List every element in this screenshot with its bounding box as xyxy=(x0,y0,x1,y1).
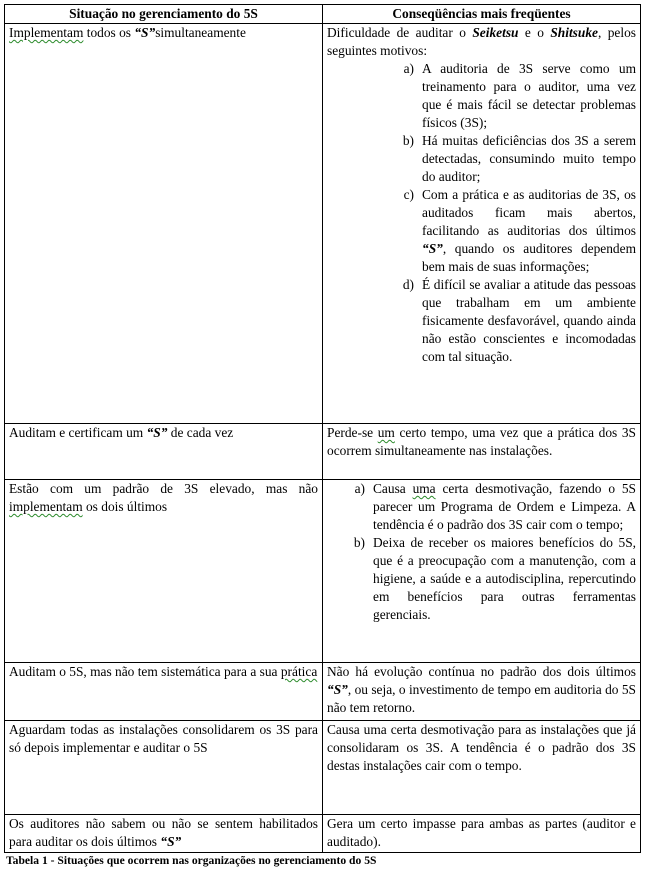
emphasis-s: “S” xyxy=(160,834,182,849)
spell-flagged-word: implementam xyxy=(9,499,83,514)
list-item: b) Deixa de receber os maiores benefícios do 5S, que é a preocupação com a manutenção, com a higiene, a saúde e a autodisciplina, repercutindo em benefícios para outras ferramentas gerenciais. xyxy=(353,535,636,622)
situation-cell: Os auditores não sabem ou não se sentem habilitados para auditar os dois últimos “S” xyxy=(5,815,323,853)
table-row xyxy=(5,815,641,853)
consequence-cell: Não há evolução contínua no padrão dos dois últimos “S”, ou seja, o investimento de tempo em auditoria do 5S não tem retorno. xyxy=(323,663,641,721)
consequence-list xyxy=(327,480,636,624)
consequence-cell: Perde-se um certo tempo, uma vez que a prática dos 3S ocorrem simultaneamente nas instalações. xyxy=(323,424,641,480)
emphasis-s: “S” xyxy=(146,425,168,440)
emphasis-s: “S” xyxy=(327,682,348,697)
situation-cell: Auditam o 5S, mas não tem sistemática para a sua prática xyxy=(5,663,323,721)
consequence-cell: Causa uma certa desmotivação para as instalações que já consolidaram os 3S. A tendência é o padrão dos 3S destas instalações cair com o tempo. xyxy=(323,721,641,815)
table-row xyxy=(5,24,641,424)
spell-flagged-word: prática xyxy=(280,664,318,679)
consequence-cell: Gera um certo impasse para ambas as partes (auditor e auditado). xyxy=(323,815,641,853)
header-situation: Situação no gerenciamento do 5S xyxy=(5,5,323,24)
situation-cell: Implementam todos os “S”simultaneamente xyxy=(5,24,323,424)
spell-flagged-word: Implementam xyxy=(9,25,84,40)
header-consequences: Conseqüências mais freqüentes xyxy=(323,5,641,24)
consequence-cell xyxy=(323,480,641,663)
spell-flagged-word: um xyxy=(377,425,395,440)
situation-cell: Auditam e certificam um “S” de cada vez xyxy=(5,424,323,480)
situation-cell: Aguardam todas as instalações consolidarem os 3S para só depois implementar e auditar o 5S xyxy=(5,721,323,815)
situation-cell: Estão com um padrão de 3S elevado, mas não implementam os dois últimos xyxy=(5,480,323,663)
consequence-intro: Dificuldade de auditar o Seiketsu e o Shitsuke, pelos seguintes motivos: xyxy=(327,25,637,58)
consequence-cell xyxy=(323,24,641,424)
emphasis-s: “S” xyxy=(134,25,156,40)
table-row xyxy=(5,480,641,663)
list-item: a) Causa uma certa desmotivação, fazendo o 5S parecer um Programa de Ordem e Limpeza. A tendência é o padrão dos 3S cair com o tempo; xyxy=(354,481,636,532)
table-caption: Tabela 1 - Situações que ocorrem nas organizações no gerenciamento do 5S xyxy=(6,854,377,867)
consequence-list xyxy=(327,60,636,366)
table-row xyxy=(5,721,641,815)
header-row xyxy=(5,5,641,24)
table-row xyxy=(5,663,641,721)
list-item: c) Com a prática e as auditorias de 3S, os auditados ficam mais abertos, facilitando as auditorias dos últimos “S”, quando os auditores dependem bem mais de suas informações; xyxy=(403,187,636,274)
list-item: d) É difícil se avaliar a atitude das pessoas que trabalham em um ambiente fisicamente desfavorável, quando ainda não estão conscientes e incomodadas com tal situação. xyxy=(402,277,636,364)
table-row xyxy=(5,424,641,480)
spell-flagged-word: uma xyxy=(412,481,436,496)
situations-table xyxy=(4,4,641,853)
document xyxy=(4,4,640,868)
list-item: a) A auditoria de 3S serve como um treinamento para o auditor, uma vez que é mais fácil se detectar problemas físicos (3S); xyxy=(403,61,636,130)
list-item: b) Há muitas deficiências dos 3S a serem detectadas, consumindo muito tempo do auditor; xyxy=(402,133,636,184)
